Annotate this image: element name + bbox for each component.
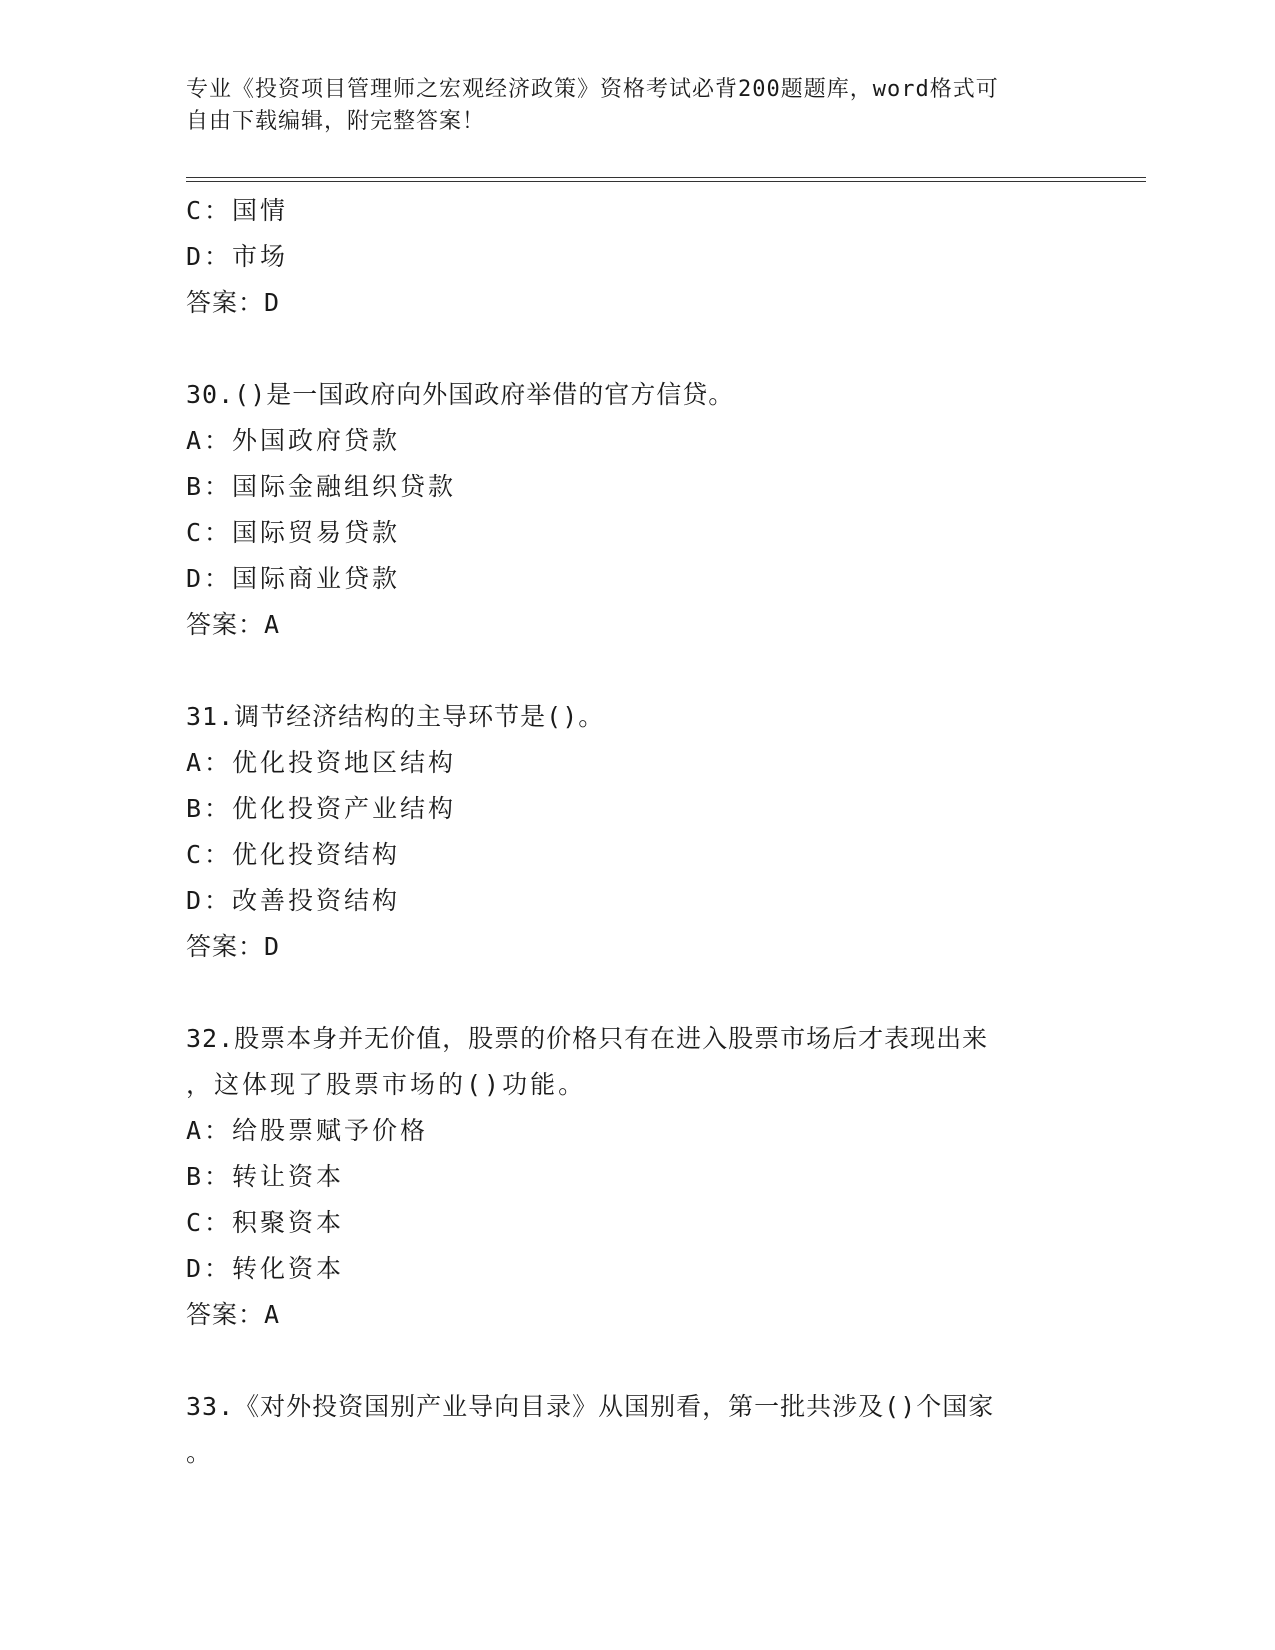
question-stem: 31.调节经济结构的主导环节是()。 — [186, 702, 605, 731]
question-block-31 — [186, 694, 1146, 970]
option-d: D：市场 — [186, 242, 289, 271]
question-list — [186, 188, 1146, 1476]
answer-line: 答案：D — [186, 288, 281, 317]
option-c: C：优化投资结构 — [186, 840, 401, 869]
option-b: B：国际金融组织贷款 — [186, 472, 457, 501]
option-c: C：国情 — [186, 196, 289, 225]
question-stem-line-2: ，这体现了股票市场的()功能。 — [186, 1070, 587, 1099]
option-a: A：优化投资地区结构 — [186, 748, 457, 777]
spacer — [186, 1338, 1146, 1384]
spacer — [186, 648, 1146, 694]
question-block-32 — [186, 1016, 1146, 1338]
option-b: B：转让资本 — [186, 1162, 345, 1191]
spacer — [186, 970, 1146, 1016]
header-title-line-2: 自由下载编辑，附完整答案！ — [186, 109, 486, 134]
answer-line: 答案：D — [186, 932, 281, 961]
header-title-line-1: 专业《投资项目管理师之宏观经济政策》资格考试必背200题题库，word格式可 — [186, 77, 999, 102]
answer-line: 答案：A — [186, 610, 281, 639]
header-divider — [186, 177, 1146, 182]
option-d: D：转化资本 — [186, 1254, 345, 1283]
option-b: B：优化投资产业结构 — [186, 794, 457, 823]
question-stem-line-1: 33.《对外投资国别产业导向目录》从国别看，第一批共涉及()个国家 — [186, 1392, 995, 1421]
option-d: D：国际商业贷款 — [186, 564, 401, 593]
question-stem-line-2: 。 — [186, 1438, 215, 1467]
option-a: A：外国政府贷款 — [186, 426, 401, 455]
question-block-30 — [186, 372, 1146, 648]
question-block-29-continued — [186, 188, 1146, 326]
question-stem: 30.()是一国政府向外国政府举借的官方信贷。 — [186, 380, 735, 409]
question-block-33 — [186, 1384, 1146, 1476]
answer-line: 答案：A — [186, 1300, 281, 1329]
spacer — [186, 326, 1146, 372]
document-page — [186, 0, 1146, 1650]
option-d: D：改善投资结构 — [186, 886, 401, 915]
question-stem-line-1: 32.股票本身并无价值，股票的价格只有在进入股票市场后才表现出来 — [186, 1024, 989, 1053]
option-a: A：给股票赋予价格 — [186, 1116, 429, 1145]
document-header — [186, 74, 1086, 138]
option-c: C：积聚资本 — [186, 1208, 345, 1237]
option-c: C：国际贸易贷款 — [186, 518, 401, 547]
